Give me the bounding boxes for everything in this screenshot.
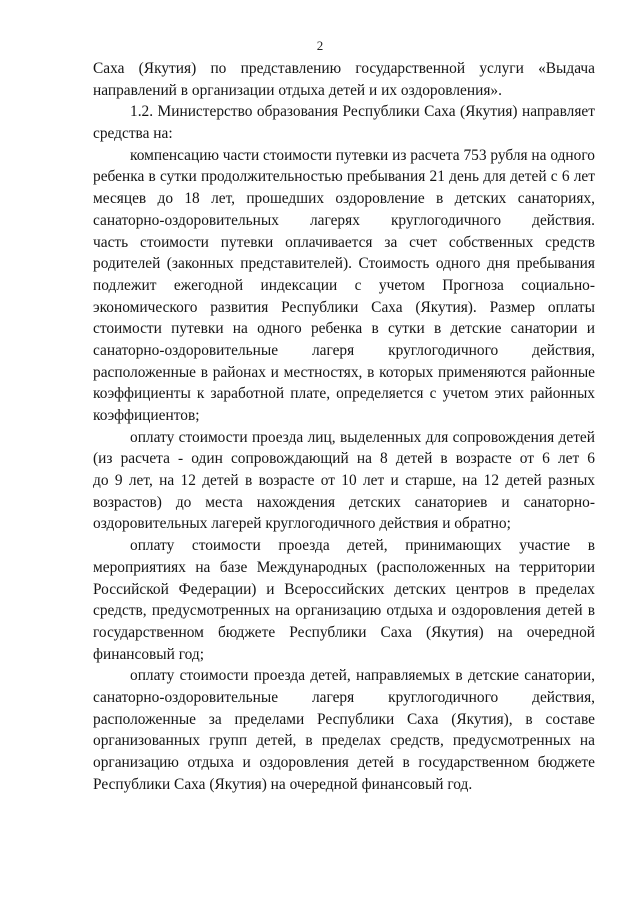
text-line: государственном бюджете Республики Саха (Якутия) на очередной <box>93 623 595 641</box>
text-line: компенсацию части стоимости путевки из расчета 753 рубля на одного <box>130 146 595 164</box>
text-line: (из расчета - один сопровождающий на 8 детей в возрасте от 6 лет 6 <box>93 450 595 468</box>
text-line: Саха (Якутия) по представлению государственной услуги «Выдача <box>93 60 595 77</box>
document-body <box>93 58 595 795</box>
text-line: Республики Саха (Якутия) на очередной финансовый год. <box>93 775 473 793</box>
text-line: санаторно-оздоровительные лагеря круглогодичного действия, <box>93 341 595 359</box>
text-line: оздоровительных лагерей круглогодичного действия и обратно; <box>93 515 511 533</box>
text-line: возрастов) до места нахождения детских санаториев и санаторно- <box>93 493 595 511</box>
text-line: организованных групп детей, в пределах средств, предусмотренных на <box>93 732 595 750</box>
text-line: 1.2. Министерство образования Республики Саха (Якутия) направляет <box>130 103 595 121</box>
text-line: месяцев до 18 лет, прошедших оздоровление в детских санаториях, <box>93 190 595 208</box>
text-line: направлений в организации отдыха детей и их оздоровления». <box>93 81 502 99</box>
text-line: финансовый год; <box>93 645 205 663</box>
text-line: санаторно-оздоровительных лагерях круглогодичного действия. <box>93 211 595 229</box>
text-line: средства на: <box>93 125 173 143</box>
text-line: расположенные за пределами Республики Саха (Якутия), в составе <box>93 710 595 728</box>
text-line: часть стоимости путевки оплачивается за счет собственных средств <box>93 233 595 251</box>
text-line: санаторно-оздоровительные лагеря круглогодичного действия, <box>93 688 595 706</box>
text-line: родителей (законных представителей). Стоимость одного дня пребывания <box>93 255 595 273</box>
text-line: Российской Федерации) и Всероссийских детских центров в пределах <box>93 580 595 598</box>
text-line: коэффициентов; <box>93 407 200 424</box>
text-line: коэффициенты к заработной плате, определяется с учетом этих районных <box>93 385 595 403</box>
text-line: средств, предусмотренных на организацию отдыха и оздоровления детей в <box>93 602 595 620</box>
page-number: 2 <box>316 38 324 53</box>
text-line: оплату стоимости проезда лиц, выделенных для сопровождения детей <box>130 428 595 446</box>
text-line: расположенные в районах и местностях, в которых применяются районные <box>93 363 595 381</box>
text-line: экономического развития Республики Саха (Якутия). Размер оплаты <box>93 298 595 316</box>
text-line: подлежит ежегодной индексации с учетом Прогноза социально- <box>93 276 595 294</box>
text-line: мероприятиях на базе Международных (расположенных на территории <box>93 558 595 576</box>
text-line: до 9 лет, на 12 детей в возрасте от 10 лет и старше, на 12 детей разных <box>93 472 595 490</box>
text-line: организацию отдыха и оздоровления детей в государственном бюджете <box>93 754 595 771</box>
text-line: оплату стоимости проезда детей, принимающих участие в <box>130 537 595 555</box>
text-line: ребенка в сутки продолжительностью пребывания 21 день для детей с 6 лет <box>93 168 595 186</box>
text-line: оплату стоимости проезда детей, направляемых в детские санатории, <box>130 667 595 685</box>
text-line: стоимости путевки на одного ребенка в сутки в детские санатории и <box>93 320 595 338</box>
